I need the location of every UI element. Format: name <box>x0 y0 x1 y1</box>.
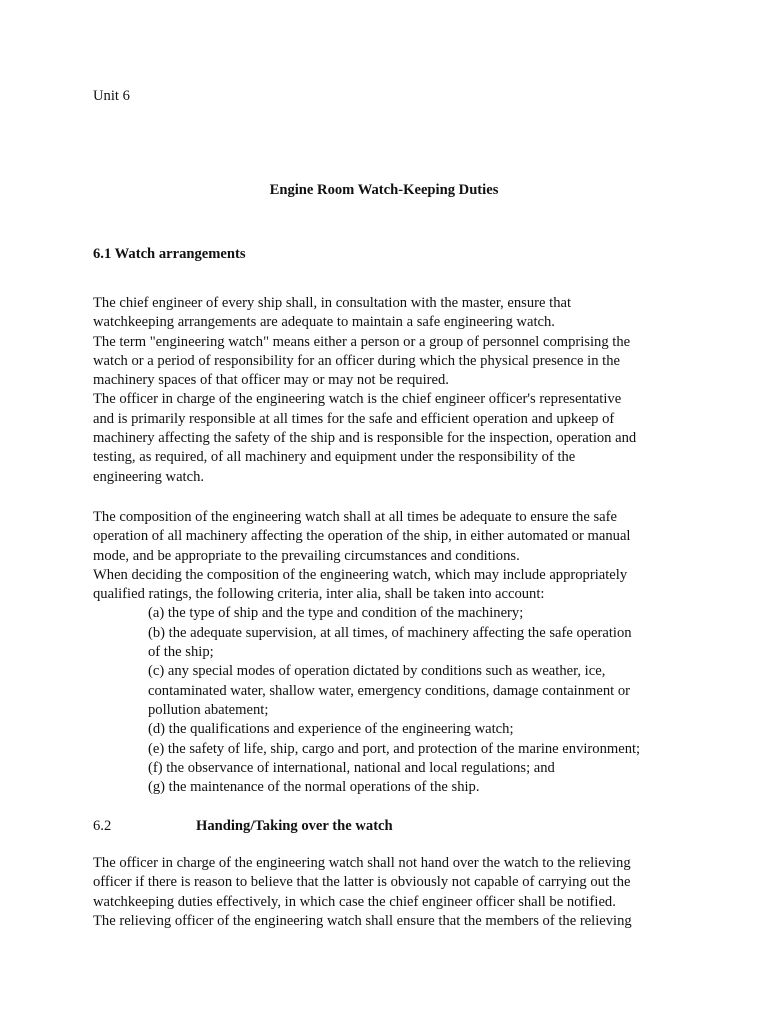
text-line: qualified ratings, the following criteria, inter alia, shall be taken into account: <box>93 586 545 603</box>
criteria-line: (a) the type of ship and the type and condition of the machinery; <box>148 605 524 622</box>
text-line: operation of all machinery affecting the operation of the ship, in either automated or manual <box>93 528 631 545</box>
text-line: The officer in charge of the engineering watch is the chief engineer officer's representative <box>93 391 622 408</box>
text-line: The composition of the engineering watch shall at all times be adequate to ensure the safe <box>93 509 617 525</box>
criteria-line: (b) the adequate supervision, at all times, of machinery affecting the safe operation <box>148 624 632 641</box>
text-line: When deciding the composition of the engineering watch, which may include appropriately <box>93 566 628 583</box>
paragraph-watch-composition <box>93 508 693 797</box>
section-number: 6.2 <box>93 818 112 834</box>
text-line: watchkeeping duties effectively, in which case the chief engineer officer shall be notified. <box>93 893 616 910</box>
paragraph-watch-arrangements <box>93 294 693 487</box>
text-line: machinery affecting the safety of the ship and is responsible for the inspection, operation and <box>93 430 637 447</box>
text-line: The chief engineer of every ship shall, in consultation with the master, ensure that <box>93 295 572 311</box>
criteria-line: (d) the qualifications and experience of the engineering watch; <box>148 721 514 738</box>
text-line: watch or a period of responsibility for an officer during which the physical presence in the <box>93 352 620 369</box>
text-line: engineering watch. <box>93 468 205 485</box>
criteria-line: (c) any special modes of operation dictated by conditions such as weather, ice, <box>148 663 606 680</box>
paragraph-handing-over <box>93 854 693 931</box>
text-line: The relieving officer of the engineering watch shall ensure that the members of the relieving <box>93 912 632 929</box>
section-heading-watch-arrangements: 6.1 Watch arrangements <box>93 246 246 262</box>
text-line: officer if there is reason to believe that the latter is obviously not capable of carrying out the <box>93 874 631 891</box>
text-line: testing, as required, of all machinery and equipment under the responsibility of the <box>93 449 576 466</box>
text-line: mode, and be appropriate to the prevailing circumstances and conditions. <box>93 547 520 564</box>
criteria-line: (e) the safety of life, ship, cargo and port, and protection of the marine environment; <box>148 740 641 757</box>
criteria-line: of the ship; <box>148 644 214 661</box>
text-line: and is primarily responsible at all times for the safe and efficient operation and upkeep of <box>93 410 615 427</box>
document-title: Engine Room Watch-Keeping Duties <box>269 182 499 198</box>
criteria-line: contaminated water, shallow water, emergency conditions, damage containment or <box>148 682 631 699</box>
criteria-line: pollution abatement; <box>148 701 269 718</box>
text-line: The officer in charge of the engineering watch shall not hand over the watch to the relieving <box>93 855 631 871</box>
text-line: machinery spaces of that officer may or may not be required. <box>93 372 449 389</box>
criteria-line: (g) the maintenance of the normal operations of the ship. <box>148 779 480 796</box>
criteria-line: (f) the observance of international, national and local regulations; and <box>148 759 555 776</box>
text-line: watchkeeping arrangements are adequate to maintain a safe engineering watch. <box>93 314 555 331</box>
text-line: The term "engineering watch" means either a person or a group of personnel comprising the <box>93 333 631 350</box>
section-heading-handing-over: Handing/Taking over the watch <box>196 818 393 834</box>
unit-label: Unit 6 <box>93 88 130 104</box>
